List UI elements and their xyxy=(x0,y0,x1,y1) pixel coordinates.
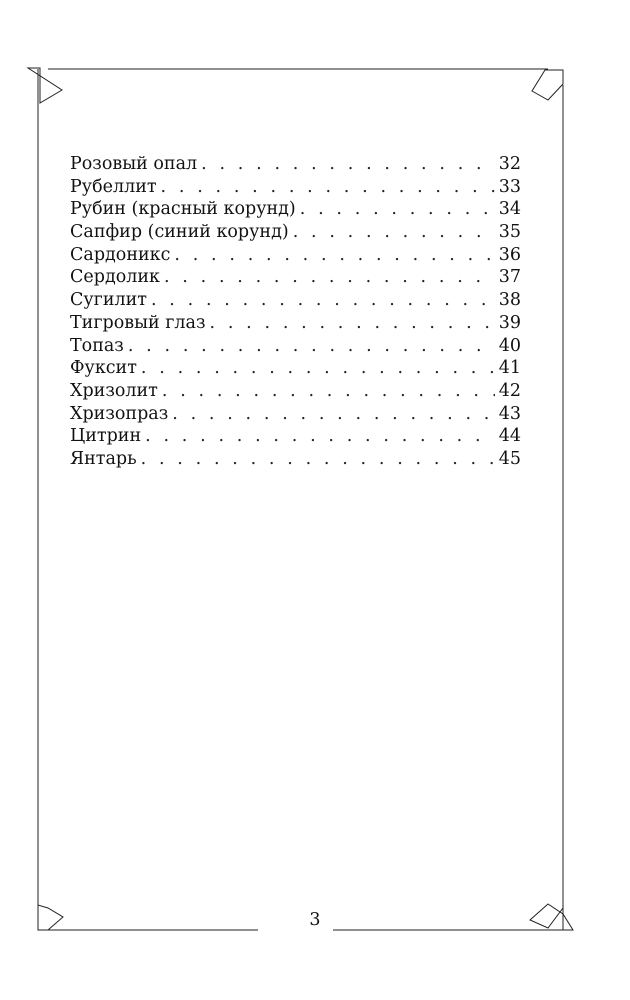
toc-entry[interactable] xyxy=(70,154,521,177)
toc-entry-title: Хризолит xyxy=(70,380,158,401)
toc-entry-title: Сапфир (синий корунд) xyxy=(70,222,289,243)
toc-entry[interactable] xyxy=(70,222,521,245)
toc-entry-title: Розовый опал xyxy=(70,154,198,174)
toc-entry[interactable] xyxy=(70,426,521,449)
toc-entry-page: 38 xyxy=(498,290,521,311)
toc-entry[interactable] xyxy=(70,381,521,404)
toc-entry-title: Рубеллит xyxy=(70,176,157,197)
toc-entry-page: 42 xyxy=(498,380,521,401)
toc-dot-leader xyxy=(201,154,495,174)
toc-entry[interactable] xyxy=(70,290,521,313)
toc-entry[interactable] xyxy=(70,313,521,336)
table-of-contents xyxy=(70,154,521,472)
toc-entry[interactable] xyxy=(70,404,521,427)
toc-dot-leader xyxy=(145,426,495,446)
toc-dot-leader xyxy=(172,404,494,424)
toc-entry-title: Сардоникс xyxy=(70,244,171,265)
toc-entry-page: 35 xyxy=(498,222,521,243)
toc-entry-page: 37 xyxy=(498,267,521,288)
toc-entry[interactable] xyxy=(70,449,521,472)
toc-dot-leader xyxy=(151,290,495,310)
toc-entry[interactable] xyxy=(70,267,521,290)
toc-entry-page: 41 xyxy=(498,358,521,379)
toc-dot-leader xyxy=(162,381,495,401)
toc-dot-leader xyxy=(141,449,495,469)
toc-entry-title: Топаз xyxy=(70,335,124,356)
toc-entry-page: 45 xyxy=(498,448,521,469)
toc-entry-page: 40 xyxy=(498,335,521,356)
toc-entry-title: Рубин (красный корунд) xyxy=(70,199,296,220)
toc-dot-leader xyxy=(141,358,495,378)
toc-entry[interactable] xyxy=(70,177,521,200)
toc-dot-leader xyxy=(161,177,495,197)
corner-flourish-bottom-left xyxy=(38,905,63,930)
toc-entry[interactable] xyxy=(70,199,521,222)
toc-entry-page: 32 xyxy=(498,154,521,174)
toc-dot-leader xyxy=(210,313,495,333)
corner-flourish-top-left xyxy=(28,68,62,103)
toc-dot-leader xyxy=(300,199,495,219)
toc-entry-page: 36 xyxy=(498,244,521,265)
toc-entry[interactable] xyxy=(70,358,521,381)
toc-entry-title: Хризопраз xyxy=(70,403,169,424)
toc-entry-title: Сугилит xyxy=(70,290,147,311)
corner-flourish-bottom-right xyxy=(530,904,573,930)
toc-entry-title: Сердолик xyxy=(70,267,160,288)
toc-entry-page: 44 xyxy=(498,426,521,447)
toc-entry[interactable] xyxy=(70,336,521,359)
toc-entry-page: 34 xyxy=(498,199,521,220)
toc-entry-title: Тигровый глаз xyxy=(70,312,206,333)
toc-entry-title: Фуксит xyxy=(70,358,137,379)
corner-flourish-top-right xyxy=(532,70,563,100)
toc-dot-leader xyxy=(128,336,495,356)
toc-dot-leader xyxy=(293,222,495,242)
toc-entry[interactable] xyxy=(70,245,521,268)
toc-entry-title: Янтарь xyxy=(70,448,137,469)
toc-entry-page: 43 xyxy=(498,403,521,424)
toc-dot-leader xyxy=(164,267,495,287)
toc-entry-title: Цитрин xyxy=(70,426,142,447)
page-number: 3 xyxy=(309,910,321,930)
toc-entry-page: 33 xyxy=(498,176,521,197)
toc-dot-leader xyxy=(174,245,494,265)
toc-entry-page: 39 xyxy=(498,312,521,333)
